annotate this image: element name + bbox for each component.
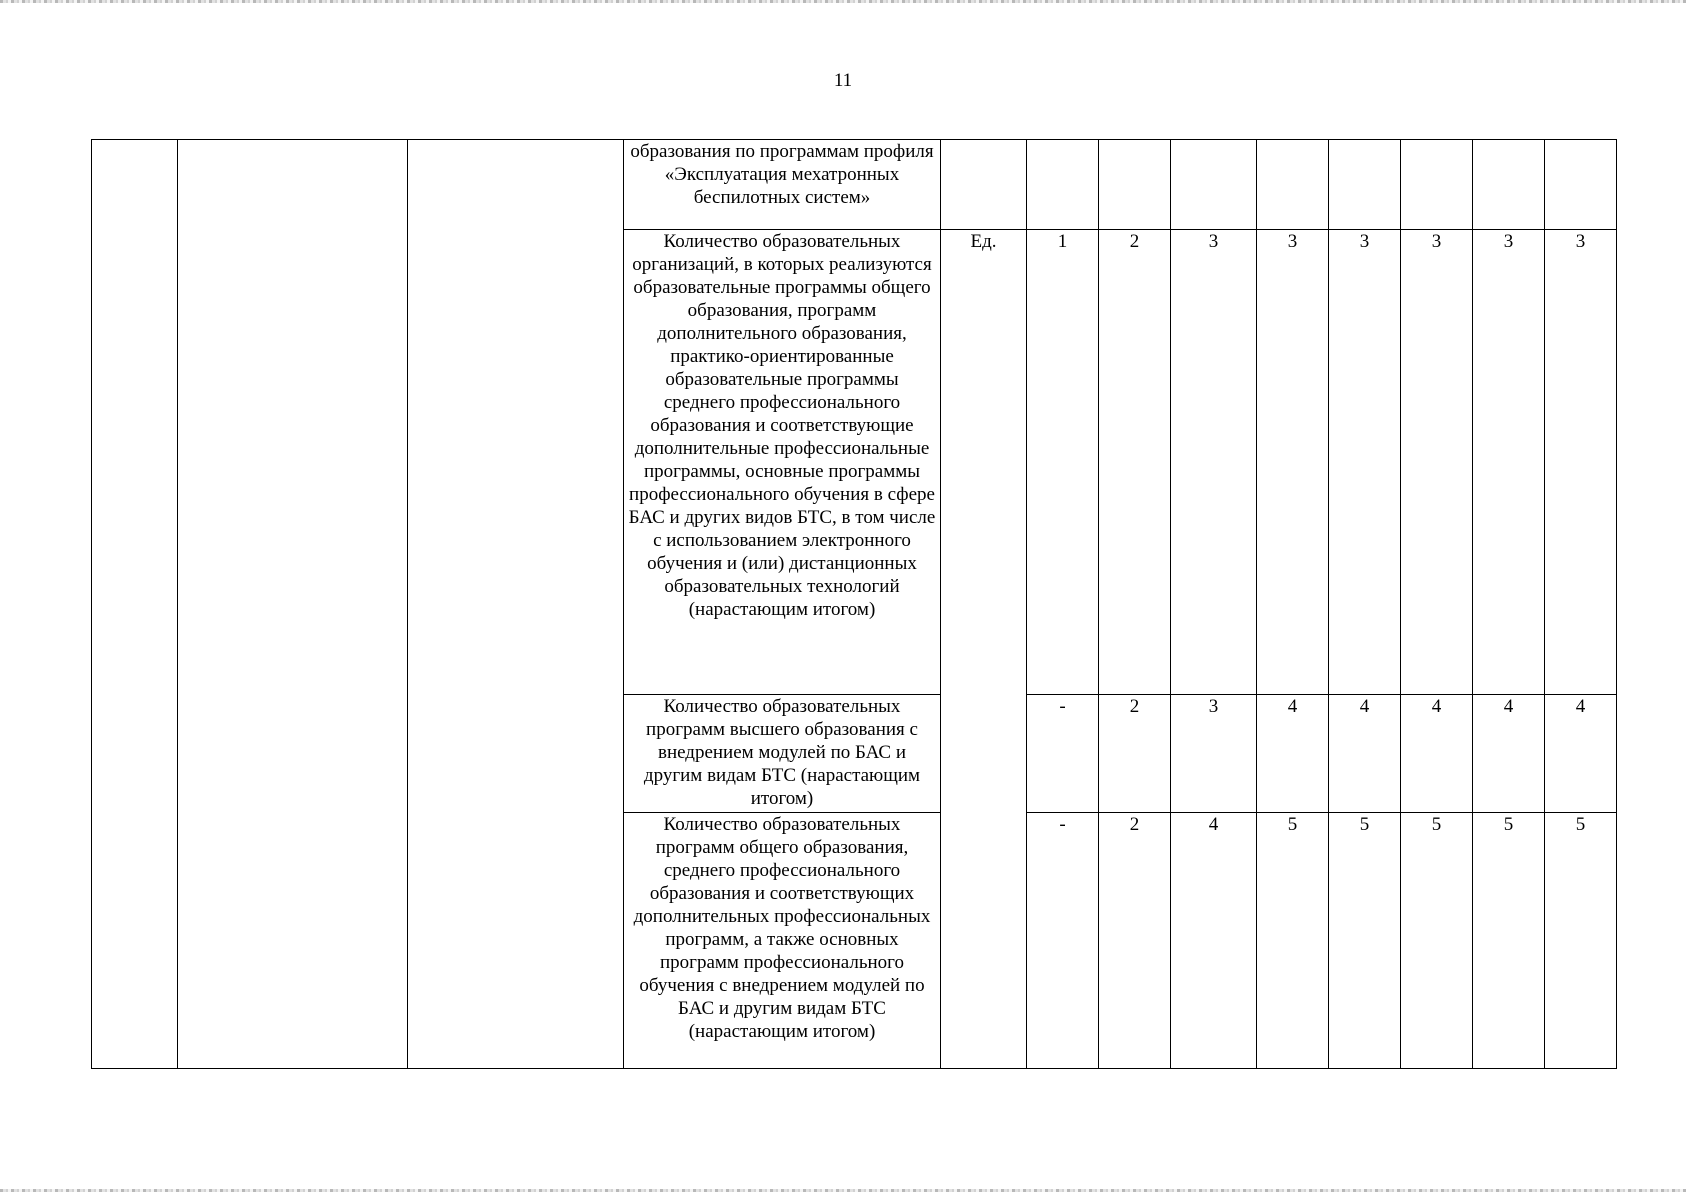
value-cell: 5	[1257, 813, 1329, 1069]
table-row	[92, 140, 1617, 230]
value-cell: 2	[1099, 230, 1171, 695]
value-cell: -	[1027, 813, 1099, 1069]
value-cell	[1401, 140, 1473, 230]
value-cell: 5	[1401, 813, 1473, 1069]
value-cell: 5	[1329, 813, 1401, 1069]
value-cell: 3	[1473, 230, 1545, 695]
value-cell: 4	[1545, 695, 1617, 813]
scan-edge-top	[0, 0, 1686, 3]
indicator-cell: Количество образовательных организаций, в которых реализуются образовательные программы общего образования, программ дополнительного образования, практико-ориентированные образовательные программы среднего профессионального образования и соответствующие дополнительные профессиональные программы, основные программы профессионального обучения в сфере БАС и других видов БТС, в том числе с использованием электронного обучения и (или) дистанционных образовательных технологий (нарастающим итогом)	[624, 230, 941, 695]
value-cell: 3	[1545, 230, 1617, 695]
value-cell: 4	[1401, 695, 1473, 813]
indicator-cell: Количество образовательных программ высшего образования с внедрением модулей по БАС и другим видам БТС (нарастающим итогом)	[624, 695, 941, 813]
value-cell	[1329, 140, 1401, 230]
value-cell	[1545, 140, 1617, 230]
value-cell: 3	[1257, 230, 1329, 695]
value-cell: 3	[1171, 695, 1257, 813]
value-cell: 5	[1473, 813, 1545, 1069]
scan-edge-bottom	[0, 1189, 1686, 1192]
indicators-table	[91, 139, 1617, 1069]
indicator-cell: образования по программам профиля «Эксплуатация мехатронных беспилотных систем»	[624, 140, 941, 230]
value-cell: 4	[1257, 695, 1329, 813]
value-cell: 3	[1171, 230, 1257, 695]
page-number: 11	[833, 70, 853, 91]
unit-cell: Ед.	[941, 230, 1027, 1069]
value-cell	[1171, 140, 1257, 230]
value-cell: 2	[1099, 695, 1171, 813]
value-cell	[1473, 140, 1545, 230]
empty-cell-number	[92, 140, 178, 1069]
indicator-cell: Количество образовательных программ общего образования, среднего профессионального образования и соответствующих дополнительных профессиональных программ, а также основных программ профессионального обучения с внедрением модулей по БАС и другим видам БТС (нарастающим итогом)	[624, 813, 941, 1069]
empty-cell-measure	[408, 140, 624, 1069]
value-cell: 4	[1473, 695, 1545, 813]
value-cell: 2	[1099, 813, 1171, 1069]
value-cell	[1099, 140, 1171, 230]
value-cell: 3	[1401, 230, 1473, 695]
value-cell: 1	[1027, 230, 1099, 695]
value-cell: -	[1027, 695, 1099, 813]
value-cell: 3	[1329, 230, 1401, 695]
value-cell: 5	[1545, 813, 1617, 1069]
value-cell: 4	[1171, 813, 1257, 1069]
value-cell	[1257, 140, 1329, 230]
value-cell	[1027, 140, 1099, 230]
value-cell: 4	[1329, 695, 1401, 813]
empty-cell-task	[178, 140, 408, 1069]
unit-cell	[941, 140, 1027, 230]
